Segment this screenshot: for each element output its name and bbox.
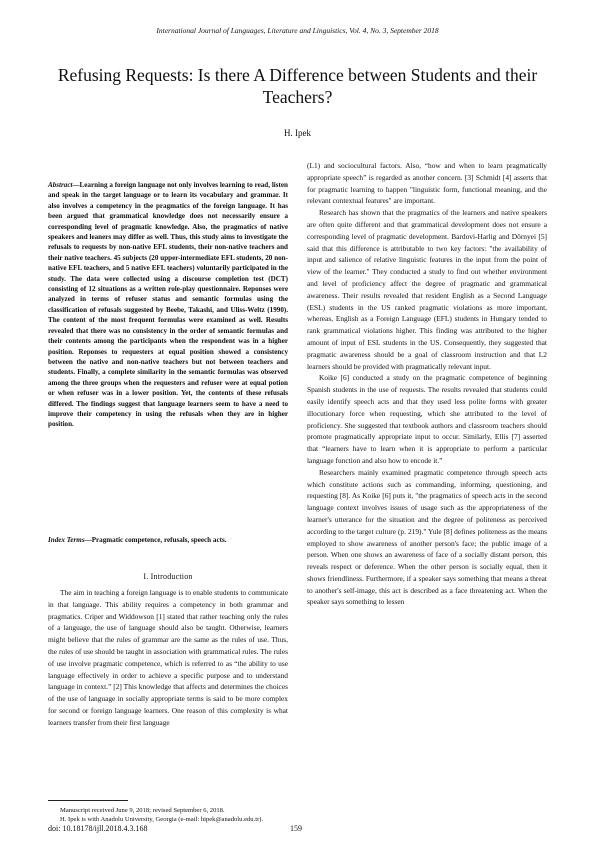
right-paragraph-2: Research has shown that the pragmatics of the learners and native speakers are often quite different and that grammatical development does not ensure a corresponding level of pragmatic development. Bardovi-Harlig and Dörnyei [5] said that this difference is attributable to two key factors: "the availability of input and salience of relative linguistic features in the input from the point of view of the learner." They conducted a study to find out whether environment and level of proficiency affect the degree of pragmatic and grammatical awareness. Their results revealed that resident English as a Second Language (ESL) students in the US ranked pragmatic violations as more important, whereas, English as a Foreign Language (EFL) students in Hungary tended to rank grammatical violations higher. This finding was attributed to the higher amount of input of ESL students in the US. Consequently, they suggested that pragmatic awareness should be a goal of classroom instruction and that L2 learners should be provided with pragmatically relevant input. bbox=[307, 208, 547, 371]
footnote bbox=[48, 806, 288, 824]
abstract-lead: Abstract bbox=[48, 181, 73, 189]
section-heading: I. Introduction bbox=[143, 572, 193, 581]
right-paragraph-1: (L1) and sociocultural factors. Also, “how and when to learn pragmatically appropriate speech” is regarded as another concern. [3] Schmidt [4] asserts that for pragmatic learning to happen "linguistic form, functional meaning, and the relevant contextual features" are important. bbox=[307, 161, 547, 206]
doi: doi: 10.18178/ijll.2018.4.3.168 bbox=[48, 824, 148, 833]
footnote-received: Manuscript received June 9, 2018; revised September 6, 2018. bbox=[60, 807, 225, 814]
author-name: H. Ipek bbox=[284, 128, 311, 138]
right-paragraph-3: Koike [6] conducted a study on the pragmatic competence of beginning Spanish students in the use of requests. The results revealed that students could easily identify speech acts and that they used less polite forms with greater illocutionary force when requesting, which she attributed to the level of proficiency. She suggested that textbook authors and classroom teachers should promote pragmatically appropriate input to occur. Similarly, Ellis [7] asserted that “learners have to learn when it is appropriate to perform a particular language function and also how to encode it.” bbox=[307, 373, 547, 465]
index-terms-text: —Pragmatic competence, refusals, speech acts. bbox=[84, 536, 227, 544]
intro-column bbox=[48, 587, 288, 729]
abstract bbox=[48, 180, 288, 430]
paper-title: Refusing Requests: Is there A Difference between Students and their Teachers? bbox=[57, 65, 538, 107]
index-terms bbox=[48, 535, 288, 547]
right-column bbox=[307, 160, 547, 608]
footnote-affiliation: H. Ipek is with Anadolu University, Georgia (e-mail: hipek@anadolu.edu.tr). bbox=[60, 816, 264, 823]
page-number: 159 bbox=[290, 824, 302, 833]
abstract-text: —Learning a foreign language not only involves learning to read, listen and speak in the target language or to learn its vocabulary and grammar. It also involves a competency in the pragmatics of the foreign language. It has been argued that grammatical knowledge does not necessarily ensure a corresponding level of pragmatic knowledge. Also, the pragmatics of native speakers and leaners may differ as well. Thus, this study aims to investigate the refusals to requests by non-native EFL students, their non-native teachers and their native teachers. 45 subjects (20 upper-intermediate EFL students, 20 non-native EFL teachers, and 5 native EFL teachers) voluntarily participated in the study. The data were collected using a discourse completion test (DCT) consisting of 12 situations as a written role-play questionnaire. Reponses were analyzed in terms of refuser status and semantic formulas using the classification of refusals suggested by Beebe, Takashi, and Uliss-Weltz (1990). The content of the most frequent formulas were examined as well. Results revealed that there was no consistency in the order of semantic formulas and their contents among the participants when the respondent was in a higher position. Reponses to requesters at equal position showed a consistency between the native and non-native teachers but not between teachers and students. Finally, a complete similarity in the semantic formulas was observed among the three groups when the requesters and refuser were at equal potion or when refuser was in a lower position. Yet, the contents of these refusals differed. The findings suggest that language learners seem to have a need to improve their competency in using the refusals when they are in higher position. bbox=[48, 181, 288, 429]
index-terms-lead: Index Terms bbox=[48, 536, 85, 544]
footnote-rule bbox=[48, 800, 128, 801]
journal-header: International Journal of Languages, Literature and Linguistics, Vol. 4, No. 3, September 2018 bbox=[156, 26, 439, 35]
right-paragraph-4: Researchers mainly examined pragmatic competence through speech acts which constitute actions such as commanding, informing, questioning, and requesting [8]. As Koike [6] puts it, "the pragmatics of speech acts in the second language context involves issues of usage such as the appropriateness of the learner's utterance for the situation and the degree of politeness as perceived according to the target culture (p. 219)." Yule [8] defines politeness as the means employed to show awareness of another person's face; the public image of a person. When one shows an awareness of face of a socially distant person, this reveals respect or deference. When the other person is socially equal, then it shows friendliness. Furthermore, if a speaker says something that means a threat to another's self-image, this act is described as a face threatening act. When the speaker says something to lessen bbox=[307, 467, 547, 607]
intro-paragraph: The aim in teaching a foreign language is to enable students to communicate in that language. This ability requires a competency in both grammar and pragmatics. Criper and Widdowson [1] stated that rather teaching only the rules of a language, the use of language should also be taught. Otherwise, learners might believe that the rules of grammar are the same as the rules of use. Thus, the rules of use should be taught in association with grammatical rules. The rules of use involve pragmatic competence, which is referred to as “the ability to use language effectively in order to achieve a specific purpose and to understand language in context.” [2] This knowledge that affects and determines the choices of the use of language in socially appropriate terms is said to be more complex for second or foreign language learners. One reason of this complexity is what learners transfer from their first language bbox=[48, 588, 288, 727]
